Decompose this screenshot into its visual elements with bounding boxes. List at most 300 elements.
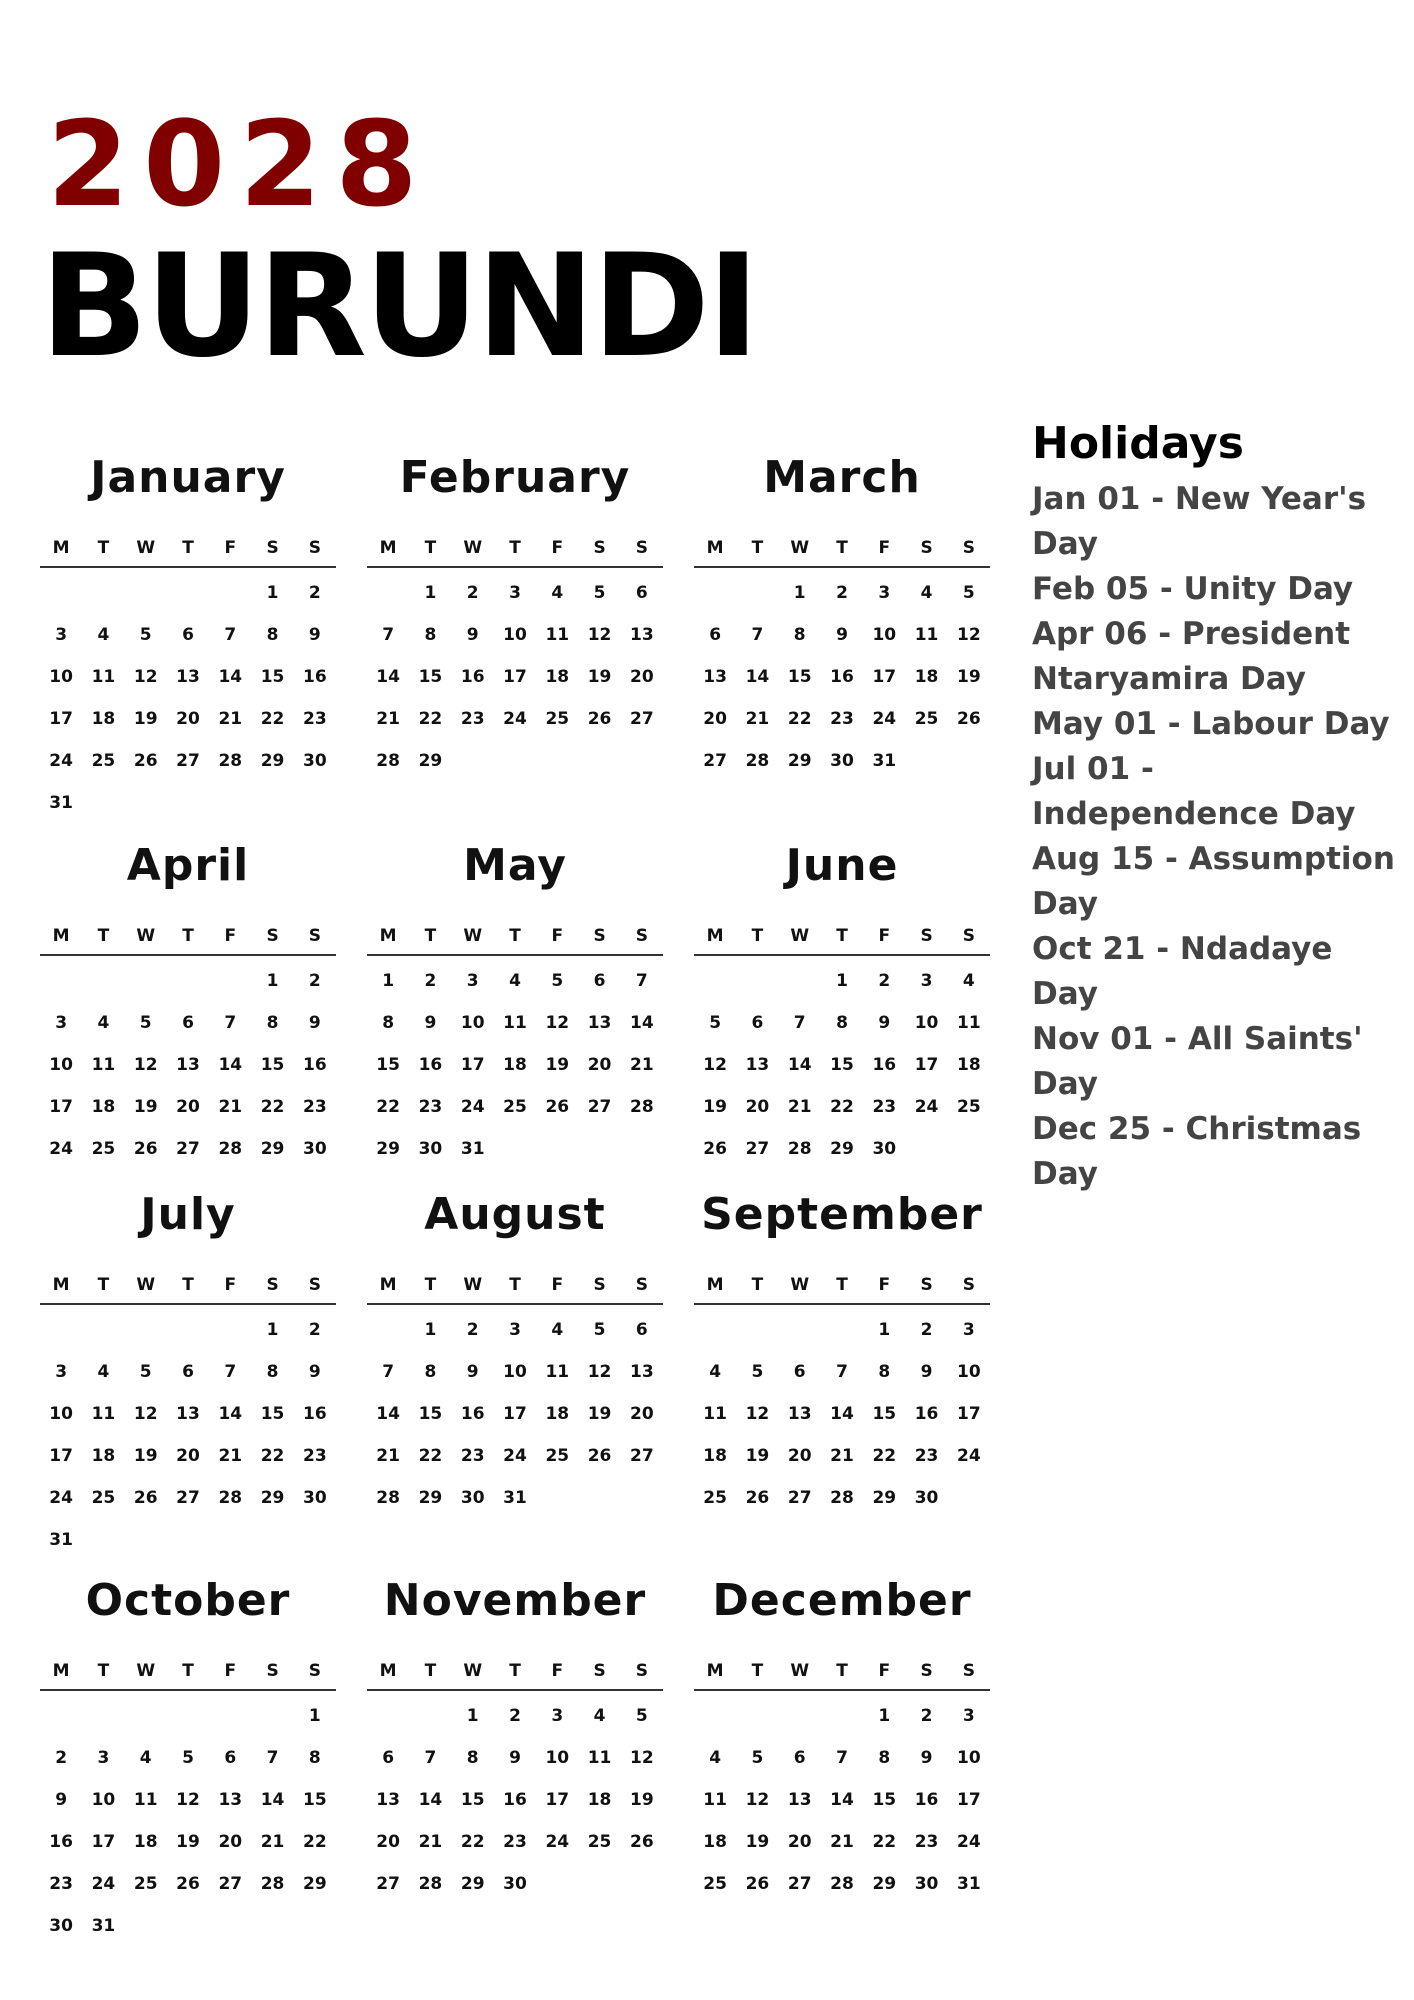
day-cell: 27 xyxy=(587,1097,612,1117)
day-cell: 29 xyxy=(872,1874,897,1894)
day-cell: 19 xyxy=(176,1832,200,1852)
weekday-label: M xyxy=(706,926,724,946)
day-cell: 9 xyxy=(466,625,479,645)
day-cell: 28 xyxy=(376,751,400,771)
day-cell: 2 xyxy=(509,1706,521,1726)
weekday-header xyxy=(694,1639,990,1681)
weekday-divider xyxy=(367,1303,663,1305)
day-cell: 26 xyxy=(630,1832,654,1852)
day-cell: 30 xyxy=(460,1488,485,1508)
day-cell: 18 xyxy=(91,1097,116,1117)
day-cell: 25 xyxy=(133,1874,158,1894)
day-cell: 16 xyxy=(418,1055,443,1075)
day-cell: 7 xyxy=(224,625,237,645)
day-cell: 16 xyxy=(830,667,854,687)
weekday-label: S xyxy=(962,538,975,558)
day-cell: 23 xyxy=(914,1832,939,1852)
day-cell: 14 xyxy=(260,1790,285,1810)
day-cell: 18 xyxy=(703,1446,727,1466)
day-cell: 8 xyxy=(878,1748,891,1768)
day-cell: 23 xyxy=(303,1446,327,1466)
day-cell: 4 xyxy=(551,1320,564,1340)
day-cell: 1 xyxy=(266,971,279,991)
day-cell: 8 xyxy=(308,1748,321,1768)
day-cell: 25 xyxy=(91,1139,116,1159)
day-cell: 11 xyxy=(545,1362,570,1382)
day-cell: 22 xyxy=(872,1832,897,1852)
day-cell: 10 xyxy=(49,1404,73,1424)
day-cell: 5 xyxy=(593,1320,606,1340)
day-cell: 9 xyxy=(509,1748,521,1768)
day-cell: 28 xyxy=(218,1139,243,1159)
day-cell: 1 xyxy=(266,583,279,603)
day-cell: 16 xyxy=(914,1404,939,1424)
day-cell: 22 xyxy=(418,709,443,729)
weekday-divider xyxy=(40,954,336,956)
weekday-label: F xyxy=(878,1275,891,1295)
day-cell: 4 xyxy=(97,1013,110,1033)
day-cell: 14 xyxy=(218,667,243,687)
day-cell: 23 xyxy=(830,709,854,729)
day-cell: 22 xyxy=(830,1097,854,1117)
day-cell: 21 xyxy=(376,1446,400,1466)
month-august xyxy=(367,1185,663,1519)
weekday-label: M xyxy=(52,1275,70,1295)
month-january xyxy=(40,448,336,824)
weekday-label: F xyxy=(224,538,237,558)
holiday-item: Aug 15 - Assumption Day xyxy=(1032,840,1395,922)
day-grid xyxy=(40,1695,336,1947)
day-cell: 7 xyxy=(635,971,648,991)
day-cell: 16 xyxy=(49,1832,73,1852)
day-cell: 22 xyxy=(260,1446,285,1466)
day-cell: 19 xyxy=(587,667,612,687)
weekday-header xyxy=(367,1253,663,1295)
day-cell: 19 xyxy=(745,1832,770,1852)
day-cell: 13 xyxy=(587,1013,612,1033)
weekday-label: T xyxy=(509,926,521,946)
day-cell: 2 xyxy=(308,583,321,603)
month-march xyxy=(694,448,990,782)
day-cell: 21 xyxy=(218,1446,243,1466)
weekday-label: M xyxy=(52,1661,70,1681)
month-name: April xyxy=(126,840,250,891)
day-cell: 3 xyxy=(97,1748,110,1768)
day-cell: 25 xyxy=(703,1874,727,1894)
day-cell: 3 xyxy=(55,1362,68,1382)
day-cell: 11 xyxy=(957,1013,981,1033)
calendar-grid xyxy=(40,448,995,1960)
day-grid xyxy=(40,960,336,1170)
day-cell: 20 xyxy=(630,1404,654,1424)
weekday-label: W xyxy=(790,1275,810,1295)
day-cell: 23 xyxy=(460,709,485,729)
day-cell: 1 xyxy=(308,1706,321,1726)
day-cell: 14 xyxy=(218,1055,243,1075)
weekday-header xyxy=(694,1253,990,1295)
day-cell: 24 xyxy=(49,1139,73,1159)
day-cell: 19 xyxy=(587,1404,612,1424)
month-name: March xyxy=(763,452,921,503)
day-cell: 13 xyxy=(787,1404,812,1424)
day-cell: 26 xyxy=(176,1874,200,1894)
holiday-item: May 01 - Labour Day xyxy=(1032,705,1390,742)
weekday-header xyxy=(40,516,336,558)
day-cell: 21 xyxy=(745,709,770,729)
day-cell: 16 xyxy=(303,1404,327,1424)
weekday-label: T xyxy=(424,1661,437,1681)
month-november xyxy=(367,1571,663,1905)
weekday-label: F xyxy=(878,1661,891,1681)
day-cell: 27 xyxy=(630,709,654,729)
day-cell: 15 xyxy=(303,1790,327,1810)
day-cell: 1 xyxy=(424,583,437,603)
day-cell: 17 xyxy=(91,1832,116,1852)
day-cell: 12 xyxy=(176,1790,200,1810)
weekday-label: M xyxy=(379,538,397,558)
day-cell: 15 xyxy=(260,1404,285,1424)
day-cell: 28 xyxy=(630,1097,654,1117)
day-cell: 13 xyxy=(703,667,727,687)
day-cell: 5 xyxy=(182,1748,194,1768)
weekday-label: M xyxy=(706,1275,724,1295)
day-cell: 16 xyxy=(460,1404,485,1424)
day-cell: 19 xyxy=(745,1446,770,1466)
weekday-label: W xyxy=(136,538,156,558)
weekday-divider xyxy=(694,1689,990,1691)
day-cell: 12 xyxy=(703,1055,727,1075)
day-cell: 4 xyxy=(97,625,110,645)
day-cell: 4 xyxy=(551,583,564,603)
day-cell: 9 xyxy=(878,1013,891,1033)
day-cell: 23 xyxy=(872,1097,897,1117)
weekday-label: M xyxy=(52,926,70,946)
day-cell: 6 xyxy=(224,1748,237,1768)
day-cell: 22 xyxy=(787,709,812,729)
day-cell: 2 xyxy=(466,583,479,603)
day-cell: 27 xyxy=(630,1446,654,1466)
weekday-label: T xyxy=(509,1661,521,1681)
day-cell: 12 xyxy=(133,667,158,687)
month-may xyxy=(367,836,663,1170)
day-cell: 15 xyxy=(376,1055,400,1075)
day-cell: 14 xyxy=(376,1404,400,1424)
weekday-label: S xyxy=(920,1661,933,1681)
day-cell: 17 xyxy=(503,667,527,687)
day-cell: 2 xyxy=(55,1748,68,1768)
day-cell: 26 xyxy=(133,1139,158,1159)
weekday-header xyxy=(40,1639,336,1681)
day-cell: 4 xyxy=(139,1748,152,1768)
day-cell: 31 xyxy=(49,793,73,813)
day-cell: 29 xyxy=(260,1139,285,1159)
weekday-label: T xyxy=(182,1275,194,1295)
day-cell: 18 xyxy=(545,667,570,687)
day-cell: 30 xyxy=(303,1139,327,1159)
weekday-divider xyxy=(367,954,663,956)
day-grid xyxy=(40,572,336,824)
day-cell: 13 xyxy=(176,1055,200,1075)
day-cell: 6 xyxy=(382,1748,395,1768)
day-grid xyxy=(694,1309,990,1519)
day-cell: 3 xyxy=(920,971,933,991)
weekday-label: M xyxy=(379,1275,397,1295)
day-cell: 29 xyxy=(376,1139,400,1159)
weekday-label: T xyxy=(751,538,764,558)
weekday-header xyxy=(40,1253,336,1295)
day-cell: 21 xyxy=(830,1446,854,1466)
weekday-label: W xyxy=(136,926,156,946)
day-cell: 24 xyxy=(872,709,897,729)
day-cell: 12 xyxy=(133,1055,158,1075)
day-cell: 11 xyxy=(91,667,116,687)
day-cell: 29 xyxy=(260,751,285,771)
day-cell: 24 xyxy=(545,1832,570,1852)
day-cell: 13 xyxy=(376,1790,400,1810)
weekday-label: F xyxy=(878,926,891,946)
weekday-header xyxy=(367,516,663,558)
weekday-label: T xyxy=(509,1275,521,1295)
day-cell: 26 xyxy=(545,1097,570,1117)
day-cell: 4 xyxy=(593,1706,606,1726)
weekday-divider xyxy=(40,566,336,568)
country-title: BURUNDI xyxy=(40,224,757,389)
weekday-label: M xyxy=(379,1661,397,1681)
day-cell: 24 xyxy=(49,1488,73,1508)
holiday-item: Jul 01 - Independence Day xyxy=(1032,750,1356,832)
day-cell: 6 xyxy=(793,1362,806,1382)
day-cell: 28 xyxy=(787,1139,812,1159)
day-cell: 5 xyxy=(139,625,152,645)
day-cell: 10 xyxy=(503,625,527,645)
day-cell: 8 xyxy=(424,625,437,645)
day-cell: 1 xyxy=(793,583,806,603)
day-cell: 15 xyxy=(872,1404,897,1424)
day-cell: 10 xyxy=(503,1362,527,1382)
day-cell: 2 xyxy=(308,1320,321,1340)
day-cell: 4 xyxy=(962,971,975,991)
weekday-label: S xyxy=(266,538,279,558)
day-cell: 5 xyxy=(139,1362,152,1382)
day-cell: 11 xyxy=(91,1404,116,1424)
weekday-label: T xyxy=(97,1661,110,1681)
day-cell: 17 xyxy=(545,1790,570,1810)
day-cell: 31 xyxy=(49,1530,73,1550)
day-cell: 26 xyxy=(587,709,612,729)
day-cell: 9 xyxy=(308,1362,321,1382)
day-grid xyxy=(694,960,990,1170)
weekday-label: W xyxy=(463,926,483,946)
day-cell: 3 xyxy=(962,1706,975,1726)
day-cell: 26 xyxy=(745,1488,770,1508)
day-grid xyxy=(694,1695,990,1905)
day-cell: 7 xyxy=(836,1748,848,1768)
day-cell: 16 xyxy=(303,667,327,687)
weekday-divider xyxy=(694,566,990,568)
day-cell: 10 xyxy=(49,667,73,687)
day-cell: 13 xyxy=(630,625,654,645)
day-cell: 6 xyxy=(182,1362,194,1382)
year-title: 2028 xyxy=(47,95,432,233)
day-cell: 9 xyxy=(308,1013,321,1033)
day-cell: 27 xyxy=(218,1874,243,1894)
day-cell: 20 xyxy=(787,1446,812,1466)
day-cell: 22 xyxy=(376,1097,400,1117)
month-october xyxy=(40,1571,336,1947)
weekday-label: M xyxy=(706,538,724,558)
holiday-item: Apr 06 - President Ntaryamira Day xyxy=(1032,615,1351,697)
day-cell: 16 xyxy=(503,1790,527,1810)
weekday-label: S xyxy=(920,926,933,946)
day-cell: 31 xyxy=(957,1874,981,1894)
holiday-item: Feb 05 - Unity Day xyxy=(1032,570,1354,607)
day-cell: 20 xyxy=(218,1832,243,1852)
weekday-divider xyxy=(40,1303,336,1305)
day-cell: 6 xyxy=(593,971,606,991)
day-cell: 21 xyxy=(830,1832,854,1852)
day-cell: 13 xyxy=(745,1055,770,1075)
day-cell: 6 xyxy=(182,1013,194,1033)
weekday-label: S xyxy=(308,1661,321,1681)
day-cell: 29 xyxy=(303,1874,327,1894)
day-cell: 8 xyxy=(266,1362,279,1382)
day-cell: 29 xyxy=(830,1139,854,1159)
day-cell: 7 xyxy=(793,1013,806,1033)
day-cell: 10 xyxy=(957,1362,981,1382)
day-grid xyxy=(367,572,663,782)
day-cell: 28 xyxy=(260,1874,285,1894)
month-december xyxy=(694,1571,990,1905)
day-cell: 25 xyxy=(91,1488,116,1508)
day-cell: 26 xyxy=(587,1446,612,1466)
day-cell: 5 xyxy=(751,1748,764,1768)
day-cell: 4 xyxy=(709,1748,722,1768)
weekday-divider xyxy=(694,1303,990,1305)
day-cell: 23 xyxy=(914,1446,939,1466)
day-cell: 10 xyxy=(914,1013,939,1033)
day-cell: 20 xyxy=(630,667,654,687)
weekday-label: W xyxy=(463,1275,483,1295)
day-cell: 8 xyxy=(466,1748,479,1768)
weekday-label: M xyxy=(379,926,397,946)
holiday-item: Nov 01 - All Saints' Day xyxy=(1032,1020,1363,1102)
weekday-label: S xyxy=(920,538,933,558)
day-cell: 8 xyxy=(424,1362,437,1382)
day-cell: 18 xyxy=(91,1446,116,1466)
day-cell: 1 xyxy=(466,1706,479,1726)
day-cell: 3 xyxy=(509,583,521,603)
weekday-divider xyxy=(40,1689,336,1691)
day-cell: 21 xyxy=(787,1097,812,1117)
weekday-header xyxy=(694,904,990,946)
day-cell: 28 xyxy=(745,751,770,771)
holiday-item: Oct 21 - Ndadaye Day xyxy=(1032,930,1333,1012)
day-cell: 27 xyxy=(176,1139,200,1159)
day-cell: 7 xyxy=(224,1013,237,1033)
weekday-label: W xyxy=(790,1661,810,1681)
weekday-label: F xyxy=(224,926,237,946)
day-cell: 18 xyxy=(91,709,116,729)
day-cell: 4 xyxy=(509,971,521,991)
month-september xyxy=(694,1185,990,1519)
weekday-divider xyxy=(694,954,990,956)
day-cell: 19 xyxy=(133,709,158,729)
day-cell: 2 xyxy=(920,1320,933,1340)
day-cell: 22 xyxy=(260,1097,285,1117)
weekday-label: F xyxy=(224,1661,237,1681)
day-cell: 31 xyxy=(872,751,897,771)
day-cell: 26 xyxy=(957,709,981,729)
day-cell: 3 xyxy=(551,1706,564,1726)
day-cell: 19 xyxy=(133,1097,158,1117)
day-cell: 17 xyxy=(460,1055,485,1075)
day-cell: 12 xyxy=(587,625,612,645)
day-cell: 22 xyxy=(460,1832,485,1852)
day-cell: 11 xyxy=(503,1013,527,1033)
day-cell: 22 xyxy=(303,1832,327,1852)
day-cell: 25 xyxy=(545,709,570,729)
weekday-label: F xyxy=(551,1275,564,1295)
day-cell: 30 xyxy=(503,1874,527,1894)
day-cell: 27 xyxy=(703,751,727,771)
day-cell: 5 xyxy=(635,1706,648,1726)
weekday-label: S xyxy=(962,926,975,946)
month-june xyxy=(694,836,990,1170)
day-cell: 19 xyxy=(630,1790,654,1810)
weekday-label: T xyxy=(836,1275,848,1295)
month-name: July xyxy=(140,1189,236,1240)
day-cell: 11 xyxy=(587,1748,612,1768)
day-cell: 23 xyxy=(503,1832,527,1852)
day-cell: 11 xyxy=(914,625,939,645)
day-cell: 15 xyxy=(460,1790,485,1810)
weekday-label: S xyxy=(635,926,648,946)
month-april xyxy=(40,836,336,1170)
day-cell: 10 xyxy=(91,1790,116,1810)
weekday-label: M xyxy=(706,1661,724,1681)
day-cell: 27 xyxy=(787,1874,812,1894)
day-cell: 16 xyxy=(303,1055,327,1075)
month-name: June xyxy=(785,840,899,891)
day-cell: 14 xyxy=(830,1404,854,1424)
day-grid xyxy=(367,1695,663,1905)
day-cell: 20 xyxy=(703,709,727,729)
day-cell: 20 xyxy=(176,709,200,729)
day-cell: 4 xyxy=(709,1362,722,1382)
day-grid xyxy=(40,1309,336,1561)
day-cell: 12 xyxy=(957,625,981,645)
day-cell: 23 xyxy=(303,1097,327,1117)
weekday-label: S xyxy=(962,1661,975,1681)
day-cell: 23 xyxy=(418,1097,443,1117)
day-cell: 6 xyxy=(635,583,648,603)
day-cell: 22 xyxy=(872,1446,897,1466)
day-cell: 13 xyxy=(176,1404,200,1424)
weekday-label: S xyxy=(308,926,321,946)
day-cell: 24 xyxy=(914,1097,939,1117)
day-cell: 2 xyxy=(466,1320,479,1340)
day-cell: 20 xyxy=(176,1446,200,1466)
day-cell: 26 xyxy=(703,1139,727,1159)
day-cell: 7 xyxy=(266,1748,279,1768)
day-cell: 3 xyxy=(55,1013,68,1033)
day-cell: 17 xyxy=(49,1446,73,1466)
weekday-label: S xyxy=(962,1275,975,1295)
day-cell: 3 xyxy=(466,971,479,991)
weekday-label: T xyxy=(424,926,437,946)
weekday-label: S xyxy=(635,1661,648,1681)
weekday-label: T xyxy=(509,538,521,558)
